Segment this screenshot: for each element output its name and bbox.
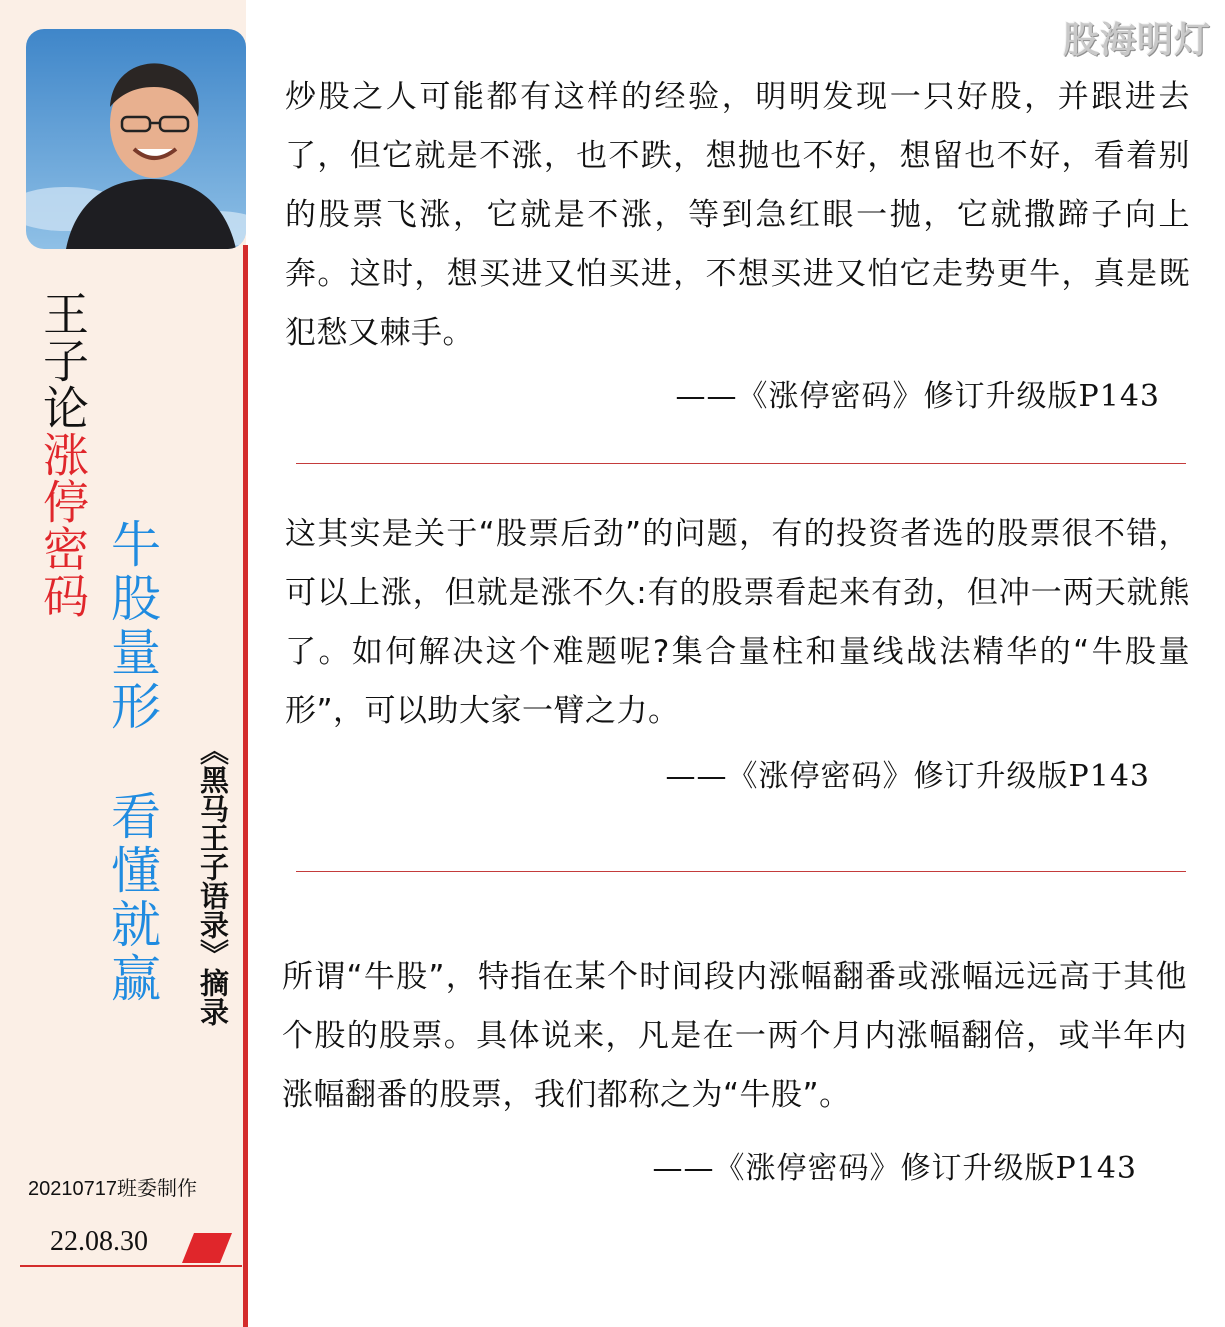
quote-source: 《黑马王子语录》摘录: [196, 736, 230, 1026]
credit-line: 20210717班委制作: [28, 1178, 197, 1200]
sidebar-rule: [243, 245, 248, 1327]
date-flag-shape: [182, 1233, 232, 1263]
series-title-prefix: 王子论: [36, 290, 90, 431]
excerpt-citation: ——《涨停密码》修订升级版P143: [652, 1151, 1137, 1186]
headline-primary: 牛股量形: [103, 518, 161, 734]
author-portrait: [26, 29, 246, 249]
section-divider: [296, 463, 1186, 464]
excerpt-2: [285, 505, 1190, 795]
section-divider: [296, 871, 1186, 872]
excerpt-3: [282, 948, 1187, 1187]
excerpt-text: 这其实是关于“股票后劲”的问题，有的投资者选的股票很不错，可以上涨，但就是涨不久:有的股票看起来有劲，但冲一两天就熊了。如何解决这个难题呢?集合量柱和量线战法精华的“牛股量形”，可以助大家一臂之力。: [285, 516, 1190, 729]
excerpt-citation: ——《涨停密码》修订升级版P143: [675, 379, 1160, 414]
excerpt-1: [285, 68, 1190, 415]
headline-secondary: 看懂就赢: [103, 790, 161, 1006]
excerpt-text: 炒股之人可能都有这样的经验，明明发现一只好股，并跟进去了，但它就是不涨，也不跌，想抛也不好，想留也不好，看着别的股票飞涨，它就是不涨，等到急红眼一抛，它就撒蹄子向上奔。这时，想买进又怕买进，不想买进又怕它走势更牛，真是既犯愁又棘手。: [285, 79, 1190, 351]
watermark-logo: 股海明灯: [1062, 20, 1211, 61]
series-title-highlight: 涨停密码: [36, 431, 90, 619]
excerpt-text: 所谓“牛股”，特指在某个时间段内涨幅翻番或涨幅远远高于其他个股的股票。具体说来，凡是在一两个月内涨幅翻倍，或半年内涨幅翻番的股票，我们都称之为“牛股”。: [282, 959, 1187, 1113]
excerpt-citation: ——《涨停密码》修订升级版P143: [665, 759, 1150, 794]
series-title: [36, 290, 90, 619]
date-underline: [20, 1265, 242, 1267]
issue-date: 22.08.30: [50, 1226, 148, 1257]
